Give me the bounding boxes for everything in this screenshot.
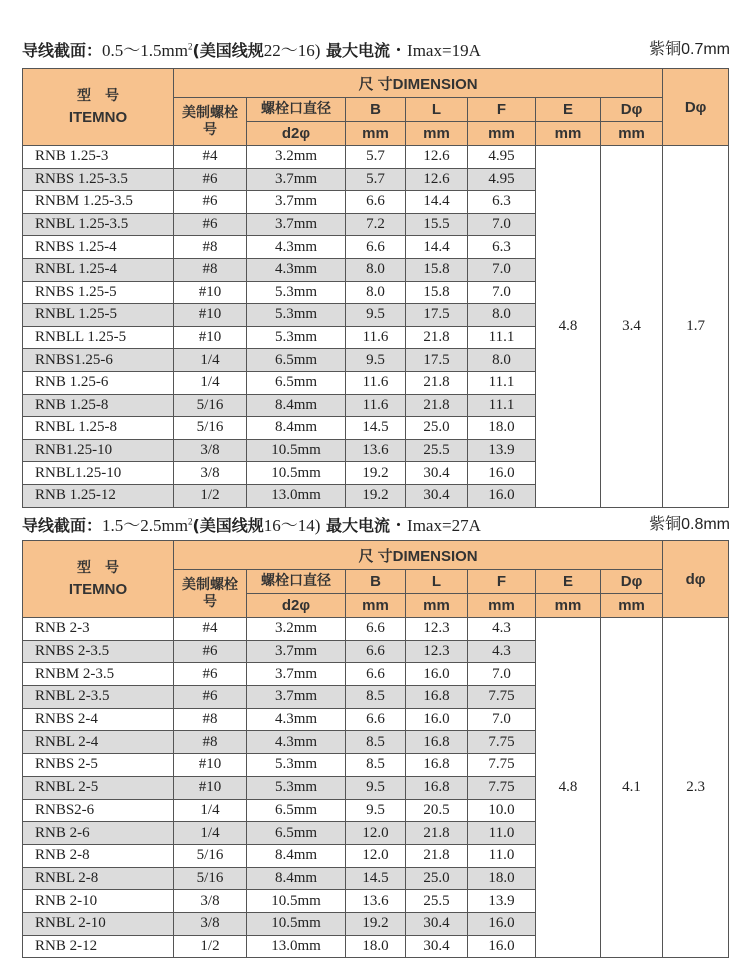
cell-f: 7.75	[468, 731, 536, 754]
cell-f: 7.0	[468, 708, 536, 731]
cell-model: RNBL 1.25-8	[23, 417, 174, 440]
cell-model: RNBS 1.25-3.5	[23, 168, 174, 191]
header-l: L	[406, 98, 468, 122]
cell-stud: #8	[174, 236, 247, 259]
cell-b: 7.2	[346, 213, 406, 236]
header-hole: 螺栓口直径	[247, 98, 346, 122]
cell-f: 7.0	[468, 213, 536, 236]
cell-f: 6.3	[468, 191, 536, 214]
cell-stud: #4	[174, 146, 247, 169]
cell-model: RNB 2-8	[23, 844, 174, 867]
header-model-en: ITEMNO	[68, 581, 128, 598]
cell-stud: #10	[174, 326, 247, 349]
cell-e-merged: 4.8	[536, 146, 601, 508]
header-b: B	[346, 98, 406, 122]
cell-last-merged: 2.3	[663, 618, 729, 958]
cell-hole: 5.3mm	[247, 754, 346, 777]
cell-f: 7.75	[468, 686, 536, 709]
title-sup: 2	[187, 516, 193, 527]
cell-hole: 6.5mm	[247, 349, 346, 372]
cell-stud: #6	[174, 640, 247, 663]
header-l: L	[406, 570, 468, 594]
cell-b: 14.5	[346, 867, 406, 890]
cell-b: 12.0	[346, 844, 406, 867]
header-last: dφ	[663, 541, 729, 618]
cell-hole: 3.7mm	[247, 191, 346, 214]
header-model-cn: 型 号	[77, 88, 119, 104]
header-d: Dφ	[601, 570, 663, 594]
cell-l: 21.8	[406, 371, 468, 394]
cell-hole: 3.2mm	[247, 618, 346, 641]
cell-l: 30.4	[406, 484, 468, 507]
cell-f: 16.0	[468, 935, 536, 958]
cell-l: 30.4	[406, 462, 468, 485]
cell-f: 13.9	[468, 439, 536, 462]
cell-stud: 1/2	[174, 484, 247, 507]
cell-model: RNBS 2-4	[23, 708, 174, 731]
cell-b: 8.5	[346, 731, 406, 754]
header-model	[23, 541, 174, 618]
cell-b: 6.6	[346, 618, 406, 641]
cell-b: 6.6	[346, 640, 406, 663]
header-hole: 螺栓口直径	[247, 570, 346, 594]
cell-model: RNBS 1.25-5	[23, 281, 174, 304]
header-dimension: 尺 寸DIMENSION	[174, 541, 663, 570]
cell-model: RNBS1.25-6	[23, 349, 174, 372]
title-imax: ・Imax=27A	[390, 516, 481, 535]
cell-b: 8.0	[346, 258, 406, 281]
cell-model: RNBM 2-3.5	[23, 663, 174, 686]
cell-l: 25.5	[406, 890, 468, 913]
cell-l: 16.8	[406, 686, 468, 709]
cell-l: 16.0	[406, 708, 468, 731]
cell-stud: #10	[174, 776, 247, 799]
cell-l: 15.8	[406, 281, 468, 304]
cell-b: 13.6	[346, 439, 406, 462]
cell-f: 4.95	[468, 168, 536, 191]
cell-hole: 8.4mm	[247, 844, 346, 867]
cell-d-merged: 3.4	[601, 146, 663, 508]
cell-l: 16.8	[406, 776, 468, 799]
cell-f: 11.1	[468, 326, 536, 349]
cell-b: 8.5	[346, 754, 406, 777]
cell-model: RNBL 1.25-5	[23, 304, 174, 327]
cell-hole: 4.3mm	[247, 236, 346, 259]
cell-l: 17.5	[406, 349, 468, 372]
cell-stud: 3/8	[174, 890, 247, 913]
header-unit: mm	[601, 594, 663, 618]
cell-hole: 3.7mm	[247, 663, 346, 686]
cell-f: 16.0	[468, 912, 536, 935]
cell-b: 14.5	[346, 417, 406, 440]
cell-f: 13.9	[468, 890, 536, 913]
header-f: F	[468, 98, 536, 122]
cell-model: RNBL 2-4	[23, 731, 174, 754]
cell-stud: 1/4	[174, 799, 247, 822]
cell-f: 11.0	[468, 844, 536, 867]
cell-stud: 1/4	[174, 371, 247, 394]
cell-model: RNBL 1.25-3.5	[23, 213, 174, 236]
cell-f: 4.95	[468, 146, 536, 169]
cell-l: 21.8	[406, 394, 468, 417]
cell-b: 6.6	[346, 191, 406, 214]
cell-f: 7.75	[468, 754, 536, 777]
cell-b: 9.5	[346, 304, 406, 327]
header-model-en: ITEMNO	[68, 109, 128, 126]
cell-hole: 8.4mm	[247, 394, 346, 417]
cell-model: RNB1.25-10	[23, 439, 174, 462]
cell-f: 7.0	[468, 281, 536, 304]
header-unit: mm	[406, 594, 468, 618]
title-awg-label: (美国线规	[192, 41, 264, 60]
cell-b: 9.5	[346, 776, 406, 799]
cell-model: RNB 2-6	[23, 822, 174, 845]
cell-last-merged: 1.7	[663, 146, 729, 508]
cell-e-merged: 4.8	[536, 618, 601, 958]
cell-f: 10.0	[468, 799, 536, 822]
cell-stud: 1/2	[174, 935, 247, 958]
cell-hole: 3.7mm	[247, 640, 346, 663]
cell-b: 19.2	[346, 462, 406, 485]
cell-hole: 6.5mm	[247, 799, 346, 822]
title-label: 导线截面：	[22, 516, 103, 535]
header-unit: mm	[468, 122, 536, 146]
cell-l: 30.4	[406, 935, 468, 958]
cell-f: 7.75	[468, 776, 536, 799]
cell-hole: 13.0mm	[247, 484, 346, 507]
cell-stud: #4	[174, 618, 247, 641]
cell-b: 11.6	[346, 394, 406, 417]
table-row	[23, 618, 729, 641]
cell-model: RNBL 2-10	[23, 912, 174, 935]
cell-l: 14.4	[406, 236, 468, 259]
cell-f: 11.0	[468, 822, 536, 845]
header-unit: mm	[346, 594, 406, 618]
cell-model: RNB 2-12	[23, 935, 174, 958]
cell-hole: 4.3mm	[247, 708, 346, 731]
cell-f: 8.0	[468, 304, 536, 327]
cell-model: RNB 1.25-12	[23, 484, 174, 507]
spec-table	[22, 540, 729, 958]
cell-f: 11.1	[468, 371, 536, 394]
header-hole-unit: d2φ	[247, 122, 346, 146]
cell-hole: 10.5mm	[247, 890, 346, 913]
header-unit: mm	[346, 122, 406, 146]
cell-l: 21.8	[406, 844, 468, 867]
cell-hole: 3.7mm	[247, 168, 346, 191]
cell-f: 4.3	[468, 640, 536, 663]
cell-hole: 4.3mm	[247, 258, 346, 281]
cell-l: 30.4	[406, 912, 468, 935]
header-model	[23, 69, 174, 146]
cell-model: RNBL 1.25-4	[23, 258, 174, 281]
cell-l: 14.4	[406, 191, 468, 214]
cell-stud: 3/8	[174, 439, 247, 462]
title-sup: 2	[187, 41, 193, 52]
header-unit: mm	[406, 122, 468, 146]
cell-hole: 10.5mm	[247, 912, 346, 935]
cell-f: 7.0	[468, 663, 536, 686]
title-current-label: 最大电流	[320, 516, 391, 535]
cell-stud: #6	[174, 663, 247, 686]
cell-model: RNBL 2-5	[23, 776, 174, 799]
header-f: F	[468, 570, 536, 594]
cell-l: 21.8	[406, 822, 468, 845]
cell-l: 12.6	[406, 168, 468, 191]
cell-stud: #8	[174, 731, 247, 754]
cell-b: 19.2	[346, 912, 406, 935]
title-imax: ・Imax=19A	[390, 41, 481, 60]
cell-f: 7.0	[468, 258, 536, 281]
cell-f: 18.0	[468, 867, 536, 890]
cell-stud: 5/16	[174, 844, 247, 867]
cell-l: 15.5	[406, 213, 468, 236]
cell-hole: 3.7mm	[247, 213, 346, 236]
cell-hole: 10.5mm	[247, 439, 346, 462]
cell-b: 5.7	[346, 168, 406, 191]
header-model-cn: 型 号	[77, 560, 119, 576]
header-b: B	[346, 570, 406, 594]
cell-l: 25.0	[406, 867, 468, 890]
cell-b: 11.6	[346, 326, 406, 349]
cell-model: RNBL 2-8	[23, 867, 174, 890]
cell-b: 11.6	[346, 371, 406, 394]
cell-hole: 6.5mm	[247, 371, 346, 394]
cell-l: 17.5	[406, 304, 468, 327]
cell-b: 9.5	[346, 349, 406, 372]
header-unit: mm	[468, 594, 536, 618]
cell-b: 6.6	[346, 663, 406, 686]
header-unit: mm	[536, 594, 601, 618]
cell-model: RNBS 2-5	[23, 754, 174, 777]
cell-stud: 3/8	[174, 462, 247, 485]
cell-f: 16.0	[468, 484, 536, 507]
title-current-label: 最大电流	[320, 41, 391, 60]
cell-b: 9.5	[346, 799, 406, 822]
cell-b: 19.2	[346, 484, 406, 507]
cell-model: RNBL 2-3.5	[23, 686, 174, 709]
cell-model: RNBLL 1.25-5	[23, 326, 174, 349]
cell-hole: 4.3mm	[247, 731, 346, 754]
cell-l: 21.8	[406, 326, 468, 349]
cell-stud: #10	[174, 281, 247, 304]
cell-b: 13.6	[346, 890, 406, 913]
cell-l: 12.3	[406, 618, 468, 641]
cell-model: RNB 2-10	[23, 890, 174, 913]
header-last: Dφ	[663, 69, 729, 146]
cell-l: 25.5	[406, 439, 468, 462]
cell-hole: 5.3mm	[247, 326, 346, 349]
cell-l: 25.0	[406, 417, 468, 440]
header-d: Dφ	[601, 98, 663, 122]
copper-thickness: 紫铜0.8mm	[649, 516, 730, 533]
cell-l: 12.6	[406, 146, 468, 169]
title-range: 1.5～2.5mm	[102, 516, 188, 535]
cell-stud: #8	[174, 258, 247, 281]
cell-b: 5.7	[346, 146, 406, 169]
cell-model: RNBS2-6	[23, 799, 174, 822]
cell-f: 4.3	[468, 618, 536, 641]
cell-model: RNBL1.25-10	[23, 462, 174, 485]
cell-model: RNB 1.25-3	[23, 146, 174, 169]
header-stud: 美制螺栓号	[174, 98, 247, 146]
table-row	[23, 146, 729, 169]
cell-stud: #8	[174, 708, 247, 731]
cell-hole: 8.4mm	[247, 867, 346, 890]
title-awg: 22～16)	[263, 41, 321, 60]
cell-stud: 5/16	[174, 417, 247, 440]
title-awg-label: (美国线规	[192, 516, 264, 535]
title-awg: 16～14)	[263, 516, 321, 535]
cell-d-merged: 4.1	[601, 618, 663, 958]
cell-l: 15.8	[406, 258, 468, 281]
cell-f: 11.1	[468, 394, 536, 417]
cell-stud: 5/16	[174, 867, 247, 890]
cell-stud: 1/4	[174, 822, 247, 845]
header-stud: 美制螺栓号	[174, 570, 247, 618]
cell-hole: 10.5mm	[247, 462, 346, 485]
cell-b: 8.5	[346, 686, 406, 709]
cell-model: RNBS 1.25-4	[23, 236, 174, 259]
title-range: 0.5～1.5mm	[102, 41, 188, 60]
cell-b: 12.0	[346, 822, 406, 845]
cell-l: 12.3	[406, 640, 468, 663]
section-title	[22, 511, 730, 533]
cell-stud: 3/8	[174, 912, 247, 935]
header-unit: mm	[601, 122, 663, 146]
cell-l: 16.8	[406, 754, 468, 777]
cell-model: RNB 2-3	[23, 618, 174, 641]
cell-b: 18.0	[346, 935, 406, 958]
cell-l: 20.5	[406, 799, 468, 822]
cell-hole: 3.7mm	[247, 686, 346, 709]
cell-b: 6.6	[346, 708, 406, 731]
cell-b: 8.0	[346, 281, 406, 304]
cell-model: RNBM 1.25-3.5	[23, 191, 174, 214]
cell-stud: #10	[174, 304, 247, 327]
cell-hole: 6.5mm	[247, 822, 346, 845]
cell-hole: 5.3mm	[247, 281, 346, 304]
cell-l: 16.8	[406, 731, 468, 754]
spec-table	[22, 68, 729, 508]
cell-hole: 5.3mm	[247, 304, 346, 327]
header-hole-unit: d2φ	[247, 594, 346, 618]
cell-stud: #6	[174, 191, 247, 214]
cell-stud: #6	[174, 168, 247, 191]
cell-model: RNB 1.25-6	[23, 371, 174, 394]
cell-stud: #6	[174, 686, 247, 709]
section-title	[22, 36, 730, 58]
cell-b: 6.6	[346, 236, 406, 259]
cell-hole: 5.3mm	[247, 776, 346, 799]
cell-l: 16.0	[406, 663, 468, 686]
cell-stud: #6	[174, 213, 247, 236]
cell-model: RNBS 2-3.5	[23, 640, 174, 663]
cell-f: 18.0	[468, 417, 536, 440]
copper-thickness: 紫铜0.7mm	[649, 41, 730, 58]
cell-f: 16.0	[468, 462, 536, 485]
cell-stud: 1/4	[174, 349, 247, 372]
header-e: E	[536, 98, 601, 122]
cell-hole: 3.2mm	[247, 146, 346, 169]
header-unit: mm	[536, 122, 601, 146]
title-label: 导线截面：	[22, 41, 103, 60]
cell-f: 8.0	[468, 349, 536, 372]
cell-stud: #10	[174, 754, 247, 777]
cell-hole: 13.0mm	[247, 935, 346, 958]
cell-hole: 8.4mm	[247, 417, 346, 440]
cell-model: RNB 1.25-8	[23, 394, 174, 417]
cell-stud: 5/16	[174, 394, 247, 417]
header-e: E	[536, 570, 601, 594]
header-dimension: 尺 寸DIMENSION	[174, 69, 663, 98]
cell-f: 6.3	[468, 236, 536, 259]
